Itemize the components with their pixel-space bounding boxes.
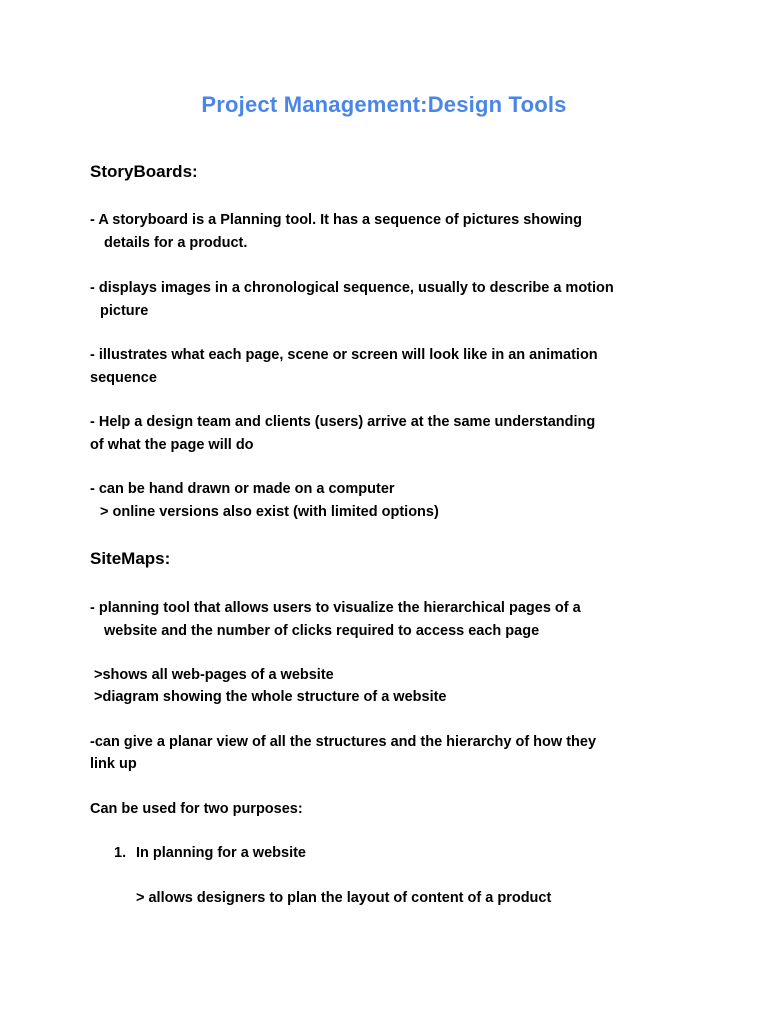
sitemaps-line-4: >diagram showing the whole structure of a website [94, 689, 447, 705]
sitemaps-line-3: >shows all web-pages of a website [94, 667, 334, 683]
storyboards-line-5: - illustrates what each page, scene or screen will look like in an animation [90, 347, 598, 363]
storyboards-heading: StoryBoards: [90, 162, 198, 181]
list-item-sub: > allows designers to plan the layout of content of a product [136, 890, 552, 906]
sitemaps-line-7: Can be used for two purposes: [90, 801, 303, 817]
storyboards-line-9: - can be hand drawn or made on a computer [90, 481, 395, 497]
sitemaps-line-2: website and the number of clicks required to access each page [104, 623, 540, 639]
storyboards-line-8: of what the page will do [90, 437, 254, 453]
storyboards-line-3: - displays images in a chronological sequence, usually to describe a motion [90, 280, 614, 296]
sitemaps-line-1: - planning tool that allows users to visualize the hierarchical pages of a [90, 600, 581, 616]
storyboards-line-2: details for a product. [104, 235, 248, 251]
sitemaps-line-5: -can give a planar view of all the structures and the hierarchy of how they [90, 734, 597, 750]
storyboards-line-10: > online versions also exist (with limited options) [100, 504, 439, 520]
storyboards-line-4: picture [100, 303, 149, 319]
sitemaps-heading: SiteMaps: [90, 549, 171, 568]
list-item-number: 1. [114, 845, 127, 861]
storyboards-line-1: - A storyboard is a Planning tool. It has a sequence of pictures showing [90, 212, 583, 228]
page-title: Project Management:Design Tools [201, 92, 567, 117]
storyboards-line-7: - Help a design team and clients (users) arrive at the same understanding [90, 414, 596, 430]
list-item-text: In planning for a website [136, 845, 306, 861]
storyboards-line-6: sequence [90, 370, 157, 386]
sitemaps-line-6: link up [90, 756, 137, 772]
